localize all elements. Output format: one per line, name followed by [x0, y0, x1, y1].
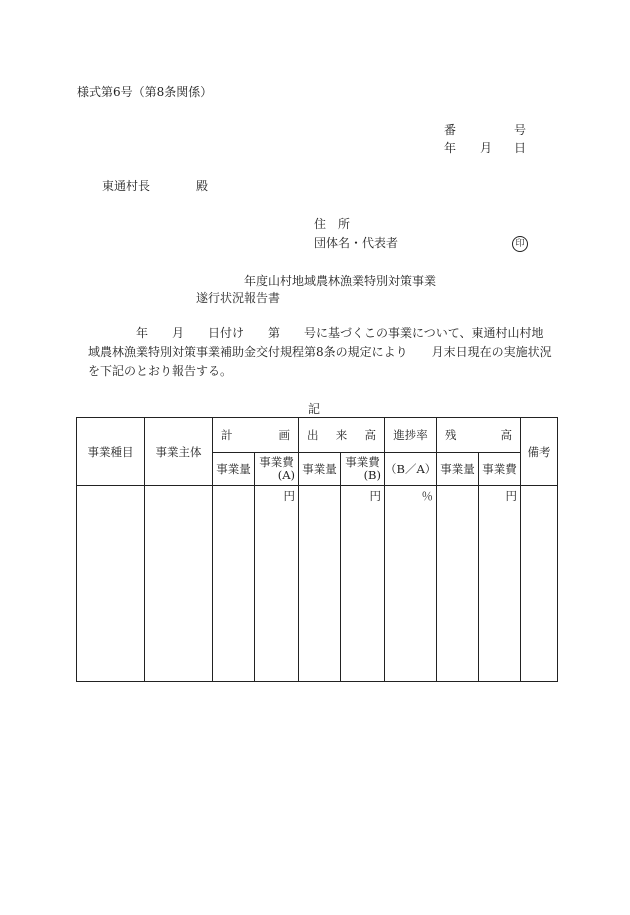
- cell-plan-qty[interactable]: [213, 486, 255, 682]
- address-label: 住 所: [314, 217, 351, 231]
- cell-entity[interactable]: [145, 486, 213, 682]
- header-plan: 計 画: [213, 418, 299, 453]
- number-go: 号: [514, 123, 527, 137]
- cell-remarks[interactable]: [521, 486, 558, 682]
- cell-progress[interactable]: ％: [385, 486, 437, 682]
- header-type: 事業種目: [77, 418, 145, 486]
- header-progress-formula: （B／A）: [385, 453, 437, 486]
- header-done: 出 来 高: [299, 418, 385, 453]
- body-line: 域農林漁業特別対策事業補助金交付規程第8条の規定により 月末日現在の実施状況: [88, 345, 552, 359]
- number-ban: 番: [444, 123, 457, 137]
- header-done-qty: 事業量: [299, 453, 341, 486]
- header-remarks: 備考: [521, 418, 558, 486]
- doc-title-line2: 遂行状況報告書: [196, 291, 281, 305]
- ki-heading: 記: [308, 402, 321, 416]
- cell-done-cost[interactable]: 円: [341, 486, 385, 682]
- cell-type[interactable]: [77, 486, 145, 682]
- addressee-honorific: 殿: [196, 179, 209, 193]
- date-day: 日: [514, 141, 527, 155]
- header-progress: 進捗率: [385, 418, 437, 453]
- addressee-name: 東通村長: [102, 179, 151, 193]
- cell-done-qty[interactable]: [299, 486, 341, 682]
- cell-plan-cost[interactable]: 円: [255, 486, 299, 682]
- cell-remain-cost[interactable]: 円: [479, 486, 521, 682]
- header-remain-cost: 事業費: [479, 453, 521, 486]
- form-label: 様式第6号（第8条関係）: [77, 85, 213, 99]
- header-remain-qty: 事業量: [437, 453, 479, 486]
- seal-mark: 印: [512, 236, 528, 252]
- header-done-cost: 事業費 (B): [341, 453, 385, 486]
- body-line: を下記のとおり報告する。: [88, 364, 233, 378]
- header-remain: 残 高: [437, 418, 521, 453]
- doc-title-line1: 年度山村地域農林漁業特別対策事業: [244, 274, 437, 288]
- date-year: 年: [444, 141, 457, 155]
- body-paragraph: [88, 324, 568, 381]
- report-table: [76, 417, 558, 682]
- cell-remain-qty[interactable]: [437, 486, 479, 682]
- date-month: 月: [480, 141, 493, 155]
- header-plan-cost: 事業費 (A): [255, 453, 299, 486]
- header-plan-qty: 事業量: [213, 453, 255, 486]
- org-representative-label: 団体名・代表者: [314, 236, 399, 250]
- header-entity: 事業主体: [145, 418, 213, 486]
- body-line: 年 月 日付け 第 号に基づくこの事業について、東通村山村地: [88, 326, 544, 340]
